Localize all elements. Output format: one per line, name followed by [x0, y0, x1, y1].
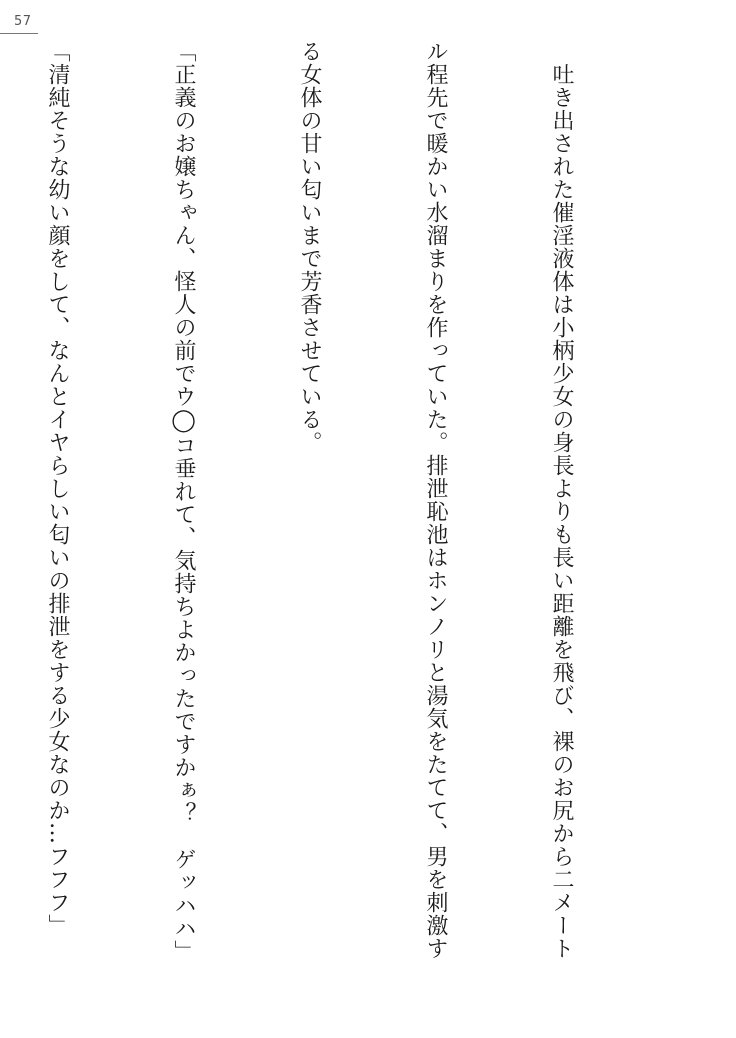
vertical-text-body [0, 40, 666, 1000]
page-number-rule [0, 33, 38, 34]
page-number: 57 [14, 14, 32, 29]
text-line: る女体の甘い匂いまで芳香させている。 [297, 40, 322, 454]
text-line: ル程先で暖かい水溜まりを作っていた。排泄恥池はホンノリと湯気をたてて、男を刺激す [423, 40, 448, 960]
text-line: 吐き出された催淫液体は小柄少女の身長よりも長い距離を飛び、裸のお尻から二メート [549, 40, 574, 960]
text-line: 「清純そうな幼い顔をして、なんとイヤらしい匂いの排泄をする少女なのか…フフフ」 [45, 40, 70, 937]
text-line: 「正義のお嬢ちゃん、怪人の前でウ◯コ垂れて、気持ちよかったですかぁ？ ゲッハハ」 [171, 40, 196, 963]
